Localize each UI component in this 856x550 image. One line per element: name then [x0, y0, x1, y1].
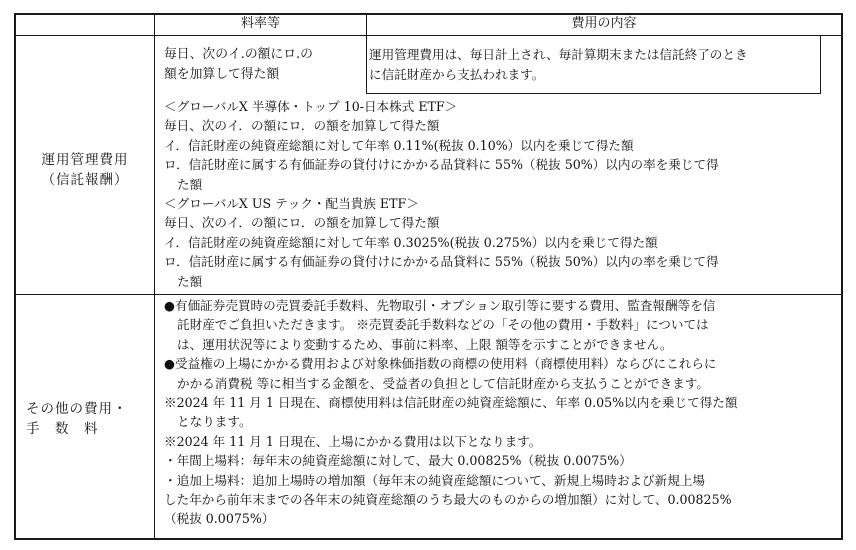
- row1-content-cell: [369, 45, 748, 85]
- detail-line: 毎日、次のイ．の額にロ．の額を加算して得た額: [164, 215, 440, 231]
- row1-label-line2: （信託報酬）: [41, 172, 129, 188]
- row-divider: [14, 294, 843, 295]
- detail-line: ・年間上場料：毎年末の純資産総額に対して、最大 0.00825%（税抜 0.0075%）: [164, 453, 632, 469]
- row2-label-line1: その他の費用・: [26, 401, 128, 417]
- detail-line: ＜グローバルX 半導体・トップ 10-日本株式 ETF＞: [164, 99, 458, 114]
- detail-line: イ．信託財産の純資産総額に対して年率 0.3025%(税抜 0.275%）以内を乗じて得た額: [164, 234, 658, 250]
- table-bottom-border: [14, 538, 843, 540]
- detail-line: 託財産でご負担いただきます。 ※売買委託手数料などの「その他の費用・手数料」については: [177, 317, 709, 333]
- label-column-divider: [154, 13, 155, 540]
- detail-line: ●有価証券売買時の売買委託手数料、先物取引・オプション取引等に要する費用、監査報酬等を信: [164, 298, 716, 313]
- table-right-border: [841, 13, 843, 540]
- detail-line: ＜グローバルX US テック・配当貴族 ETF＞: [164, 196, 419, 212]
- row1-content-line2: に信託財産から支払われます。: [369, 67, 545, 82]
- row1-rate-cell: [164, 45, 313, 85]
- detail-line: は、運用状況等により変動するため、事前に料率、上限 額等を示すことができません。: [177, 336, 673, 352]
- detail-line: した年から前年末までの各年末の純資産総額のうち最大のものからの増加額）に対して、0.00825%: [164, 492, 732, 508]
- row1-inner-col-divider: [366, 36, 367, 94]
- detail-line: かかる消費税 等に相当する金額を、受益者の負担として信託財産から支払うことができます。: [177, 375, 709, 391]
- detail-line: ・追加上場料：追加上場時の増加額（毎年末の純資産総額について、新規上場時および新規上場: [164, 472, 706, 488]
- row1-content-line1: 運用管理費用は、毎日計上され、毎計算期末または信託終了のとき: [369, 47, 748, 62]
- row1-inner-bottom: [366, 93, 821, 94]
- detail-line: ※2024 年 11 月 1 日現在、上場にかかる費用は以下となります。: [164, 433, 542, 449]
- row1-label: [16, 150, 154, 190]
- detail-line: （税抜 0.0075%）: [164, 511, 275, 527]
- row1-label-line1: 運用管理費用: [41, 152, 129, 168]
- detail-line: 毎日、次のイ．の額にロ．の額を加算して得た額: [164, 118, 440, 134]
- row2-detail: [164, 296, 738, 529]
- row1-inner-right: [820, 36, 821, 94]
- detail-line: た額: [177, 176, 203, 192]
- header-rate: 料率等: [240, 16, 280, 31]
- row1-detail: [164, 97, 719, 291]
- row1-rate-line2: 額を加算して得た額: [164, 67, 280, 82]
- detail-line: となります。: [177, 414, 252, 430]
- detail-line: た額: [177, 273, 203, 289]
- table-left-border: [14, 13, 16, 540]
- detail-line: イ．信託財産の純資産総額に対して年率 0.11%(税抜 0.10%）以内を乗じて得た額: [164, 137, 634, 153]
- row2-label-line2: 手 数 料: [26, 421, 99, 437]
- row2-label: [16, 399, 154, 439]
- detail-line: ロ．信託財産に属する有価証券の貸付けにかかる品貸料に 55%（税抜 50%）以内の率を乗じて得: [164, 157, 719, 173]
- detail-line: ●受益権の上場にかかる費用および対象株価指数の商標の使用料（商標使用料）ならびにこれらに: [164, 356, 717, 372]
- header-divider: [14, 35, 843, 36]
- detail-line: ロ．信託財産に属する有価証券の貸付けにかかる品貸料に 55%（税抜 50%）以内の率を乗じて得: [164, 254, 719, 270]
- row1-rate-line1: 毎日、次のイ.の額にロ.の: [164, 47, 313, 62]
- detail-line: ※2024 年 11 月 1 日現在、商標使用料は信託財産の純資産総額に、年率 0.05%以内を乗じて得た額: [164, 395, 738, 411]
- header-content: 費用の内容: [571, 16, 637, 31]
